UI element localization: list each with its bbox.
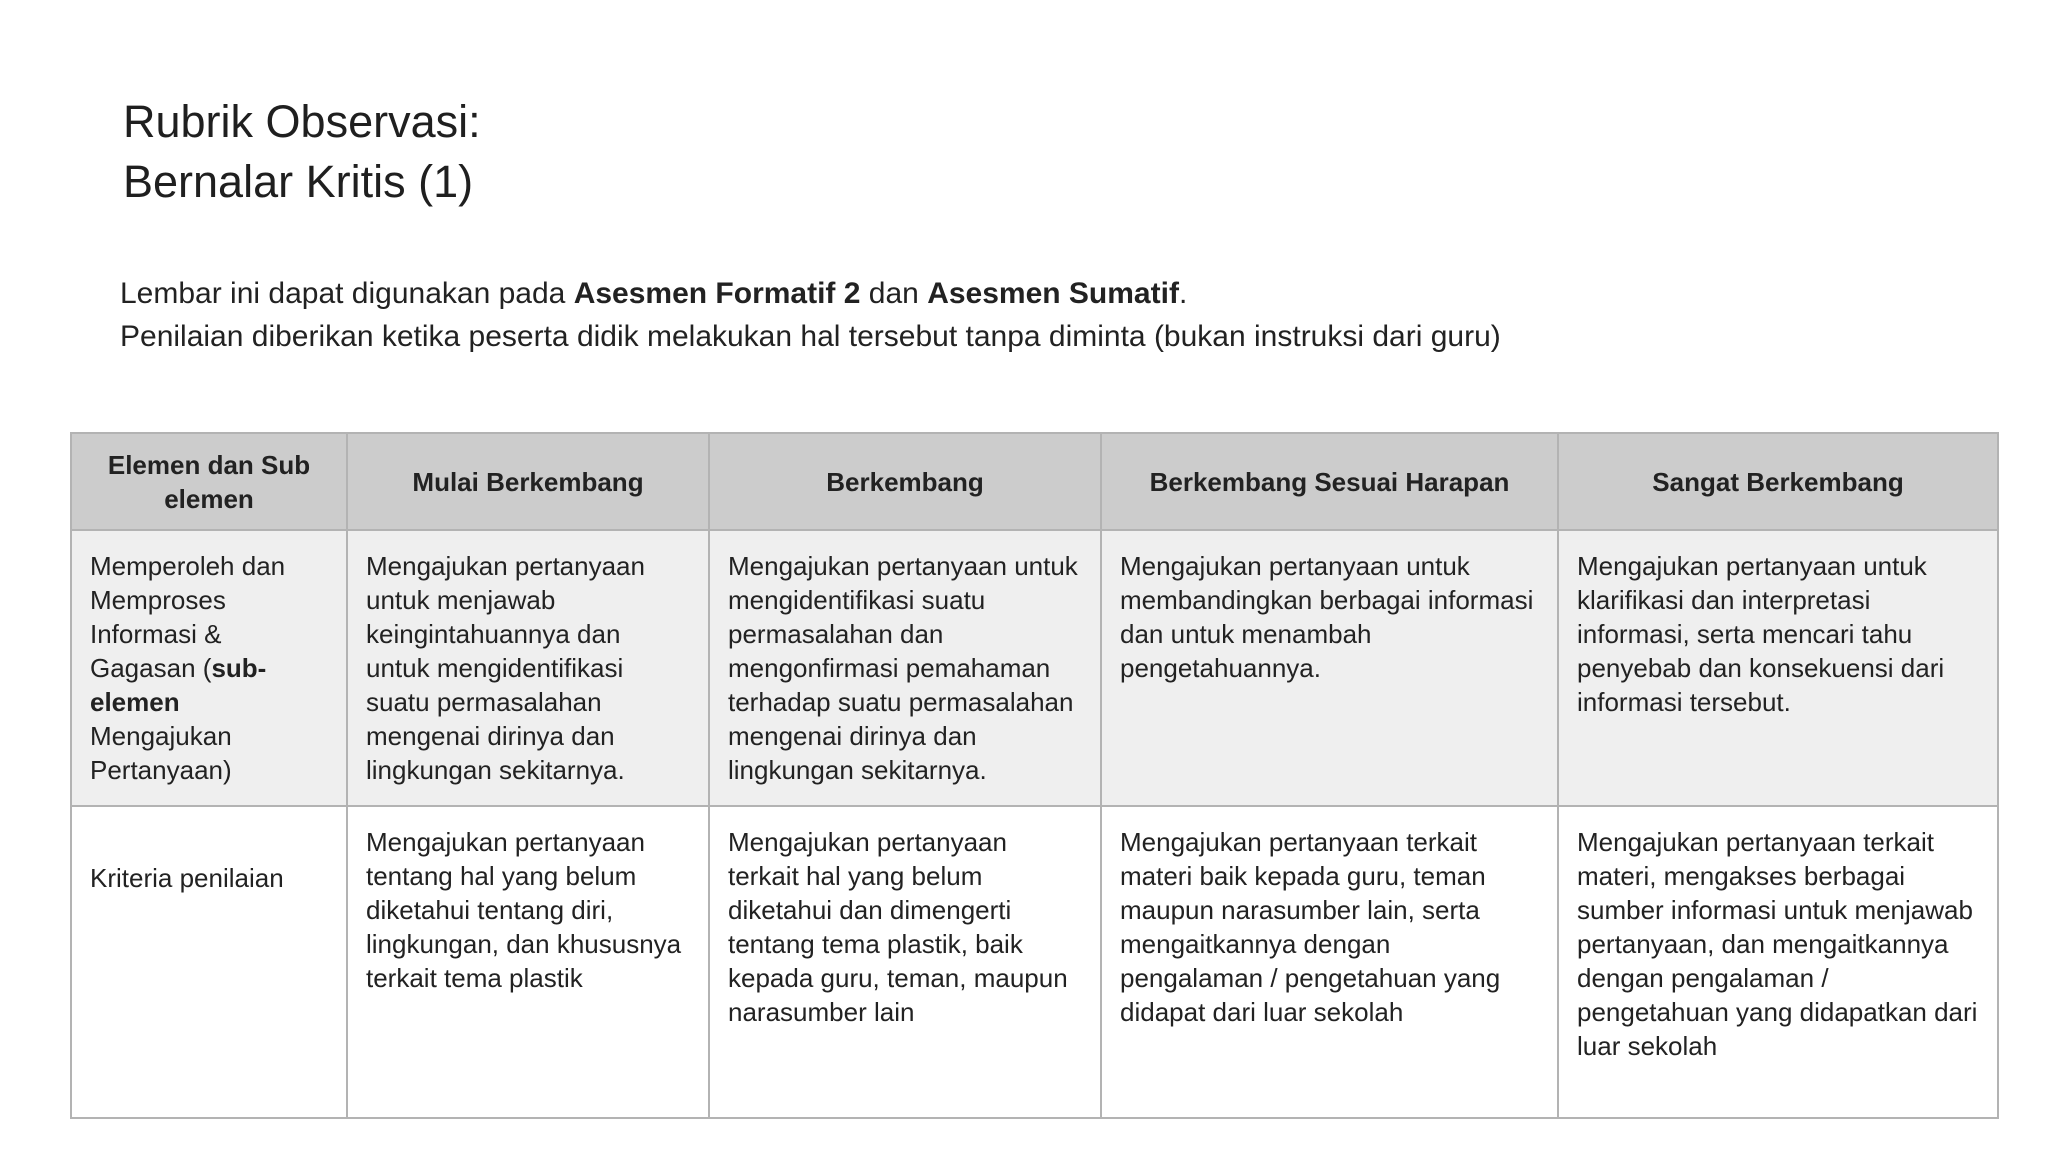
title-line-1: Rubrik Observasi: [123, 96, 481, 147]
row1-berkembang-cell: Mengajukan pertanyaan untuk mengidentifikasi suatu permasalahan dan mengonfirmasi pemahaman terhadap suatu permasalahan mengenai dirinya dan lingkungan sekitarnya. [709, 530, 1101, 806]
table-row [71, 806, 1998, 1118]
intro-line-2: Penilaian diberikan ketika peserta didik melakukan hal tersebut tanpa diminta (bukan instruksi dari guru) [120, 320, 1501, 353]
row1-sesuai-harapan-cell: Mengajukan pertanyaan untuk membandingkan berbagai informasi dan untuk menambah pengetahuannya. [1101, 530, 1558, 806]
row1-element-cell [71, 530, 347, 806]
page-title [123, 92, 481, 212]
header-mulai-berkembang: Mulai Berkembang [347, 433, 709, 530]
intro-bold-formatif: Asesmen Formatif 2 [573, 277, 861, 310]
intro-line-1-text-b: dan [860, 277, 928, 310]
title-line-2: Bernalar Kritis (1) [123, 156, 474, 207]
row2-sangat-berkembang-cell: Mengajukan pertanyaan terkait materi, mengakses berbagai sumber informasi untuk menjawab pertanyaan, dan mengaitkannya dengan pengalaman / pengetahuan yang didapatkan dari luar sekolah [1558, 806, 1998, 1118]
row2-sesuai-harapan-cell: Mengajukan pertanyaan terkait materi baik kepada guru, teman maupun narasumber lain, serta mengaitkannya dengan pengalaman / pengetahuan yang didapat dari luar sekolah [1101, 806, 1558, 1118]
row2-element-cell: Kriteria penilaian [71, 806, 347, 1118]
row1-paren: ( [202, 653, 212, 683]
table-header-row [71, 433, 1998, 530]
intro-line-1-text-c: . [1178, 277, 1188, 310]
row1-mulai-berkembang-cell: Mengajukan pertanyaan untuk menjawab keingintahuannya dan untuk mengidentifikasi suatu permasalahan mengenai dirinya dan lingkungan sekitarnya. [347, 530, 709, 806]
table-row [71, 530, 1998, 806]
header-sangat-berkembang: Sangat Berkembang [1558, 433, 1998, 530]
intro-line-1 [120, 272, 1501, 315]
row2-mulai-berkembang-cell: Mengajukan pertanyaan tentang hal yang belum diketahui tentang diri, lingkungan, dan khususnya terkait tema plastik [347, 806, 709, 1118]
rubric-table [70, 432, 1999, 1119]
header-berkembang: Berkembang [709, 433, 1101, 530]
row1-sangat-berkembang-cell: Mengajukan pertanyaan untuk klarifikasi dan interpretasi informasi, serta mencari tahu penyebab dan konsekuensi dari informasi tersebut. [1558, 530, 1998, 806]
row2-berkembang-cell: Mengajukan pertanyaan terkait hal yang belum diketahui dan dimengerti tentang tema plastik, baik kepada guru, teman, maupun narasumber lain [709, 806, 1101, 1118]
row1-sub-element-name: Mengajukan Pertanyaan) [90, 721, 232, 785]
intro-text [120, 272, 1501, 358]
intro-line-1-text-a: Lembar ini dapat digunakan pada [120, 277, 574, 310]
intro-bold-sumatif: Asesmen Sumatif [927, 277, 1179, 310]
header-element: Elemen dan Sub elemen [71, 433, 347, 530]
header-berkembang-sesuai-harapan: Berkembang Sesuai Harapan [1101, 433, 1558, 530]
row1-sub-element-label: sub-elemen [90, 653, 267, 717]
row1-element-text: Memperoleh dan Memproses Informasi & Gagasan [90, 551, 286, 683]
